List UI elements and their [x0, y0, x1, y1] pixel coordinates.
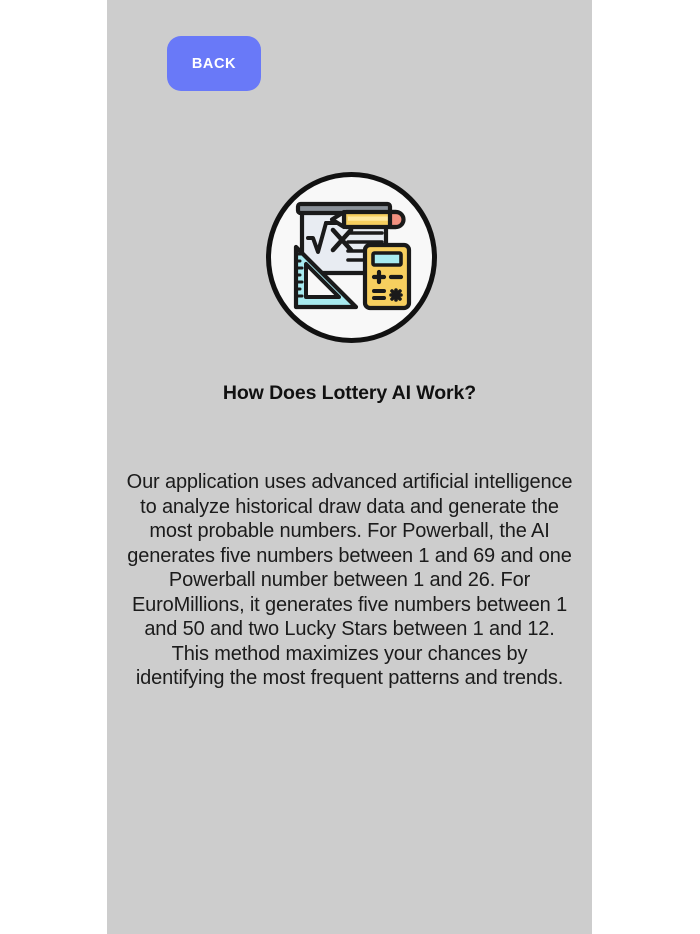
calculator-icon [365, 245, 409, 308]
back-button-label: BACK [191, 55, 237, 72]
math-study-icon [266, 172, 437, 343]
back-button[interactable] [167, 36, 261, 91]
body-paragraph: Our application uses advanced artificial intelligence to analyze historical draw data and generate the most probable numbers. For Powerball, the AI generates five numbers between 1 and 69 and one Powerball number between 1 and 26. For EuroMillions, it generates five numbers between 1 and 50 and two Lucky Stars between 1 and 12. This method maximizes your chances by identifying the most frequent patterns and trends. [126, 471, 573, 689]
page-title: How Does Lottery AI Work? [222, 382, 477, 404]
content-panel [107, 0, 592, 934]
math-study-illustration [286, 192, 418, 324]
pencil-icon [332, 212, 404, 227]
